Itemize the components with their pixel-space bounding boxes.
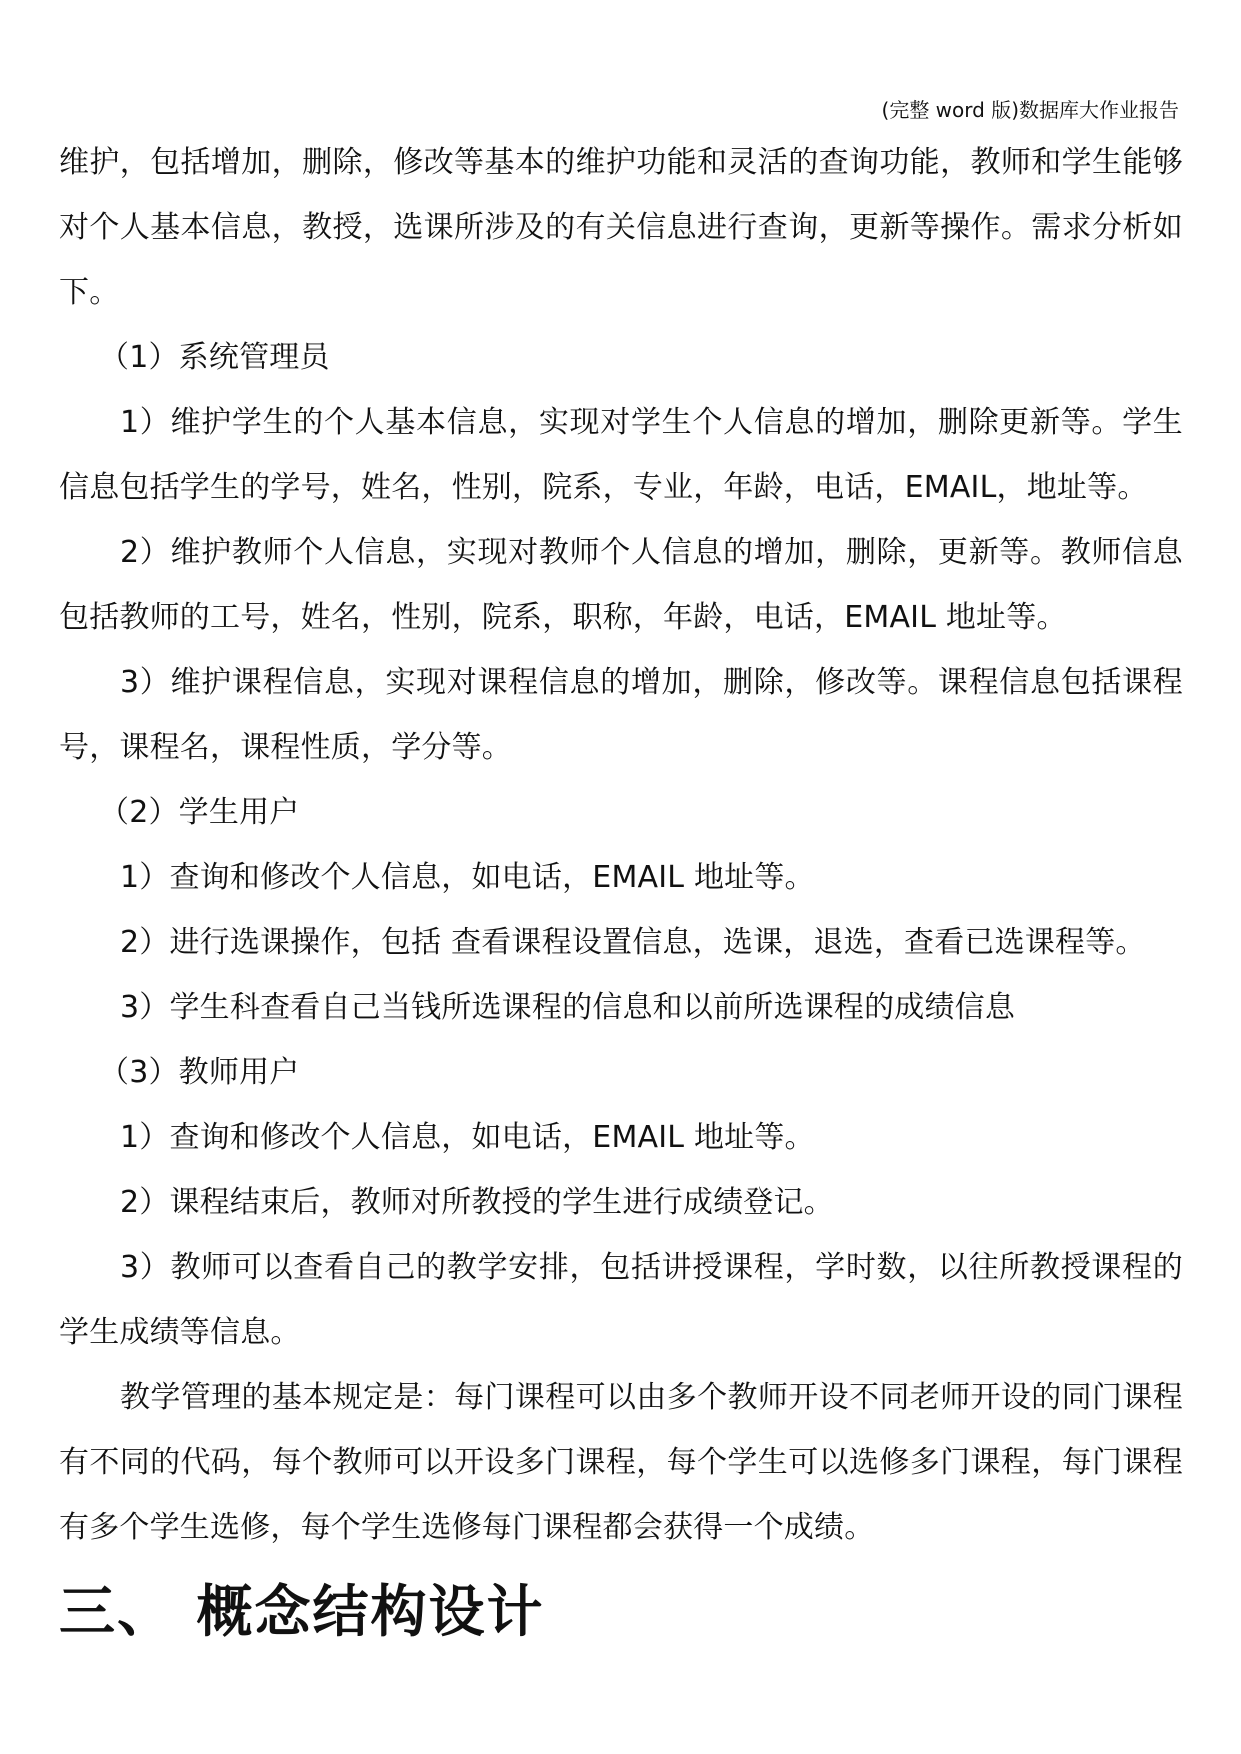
- subheading-student: （2）学生用户: [99, 795, 300, 830]
- list-item: 3）维护课程信息，实现对课程信息的增加，删除，修改等。课程信息包括课程号，课程名，课程性质，学分等。: [59, 665, 1183, 765]
- section-heading: 三、 概念结构设计: [59, 1580, 545, 1645]
- list-item: 1）查询和修改个人信息，如电话，EMAIL 地址等。: [120, 860, 815, 895]
- subheading-admin: （1）系统管理员: [99, 340, 330, 375]
- body-text: [59, 130, 1183, 1560]
- list-item: 2）维护教师个人信息，实现对教师个人信息的增加，删除，更新等。教师信息包括教师的工号，姓名，性别，院系，职称，年龄，电话，EMAIL 地址等。: [59, 535, 1183, 635]
- list-item: 3）学生科查看自己当钱所选课程的信息和以前所选课程的成绩信息: [120, 990, 1016, 1025]
- list-item: 1）查询和修改个人信息，如电话，EMAIL 地址等。: [120, 1120, 815, 1155]
- paragraph-intro: 维护，包括增加，删除，修改等基本的维护功能和灵活的查询功能，教师和学生能够对个人基本信息，教授，选课所涉及的有关信息进行查询，更新等操作。需求分析如下。: [59, 145, 1183, 310]
- running-header: (完整 word 版)数据库大作业报告: [881, 98, 1179, 122]
- list-item: 2）课程结束后，教师对所教授的学生进行成绩登记。: [120, 1185, 834, 1220]
- list-item: 3）教师可以查看自己的教学安排，包括讲授课程，学时数，以往所教授课程的学生成绩等信息。: [59, 1250, 1183, 1350]
- subheading-teacher: （3）教师用户: [99, 1055, 300, 1090]
- paragraph-rules: 教学管理的基本规定是：每门课程可以由多个教师开设不同老师开设的同门课程有不同的代码，每个教师可以开设多门课程，每个学生可以选修多门课程，每门课程有多个学生选修，每个学生选修每门课程都会获得一个成绩。: [59, 1380, 1183, 1545]
- list-item: 2）进行选课操作，包括 查看课程设置信息，选课，退选，查看已选课程等。: [120, 925, 1146, 960]
- list-item: 1）维护学生的个人基本信息，实现对学生个人信息的增加，删除更新等。学生信息包括学生的学号，姓名，性别，院系，专业，年龄，电话，EMAIL，地址等。: [59, 405, 1183, 505]
